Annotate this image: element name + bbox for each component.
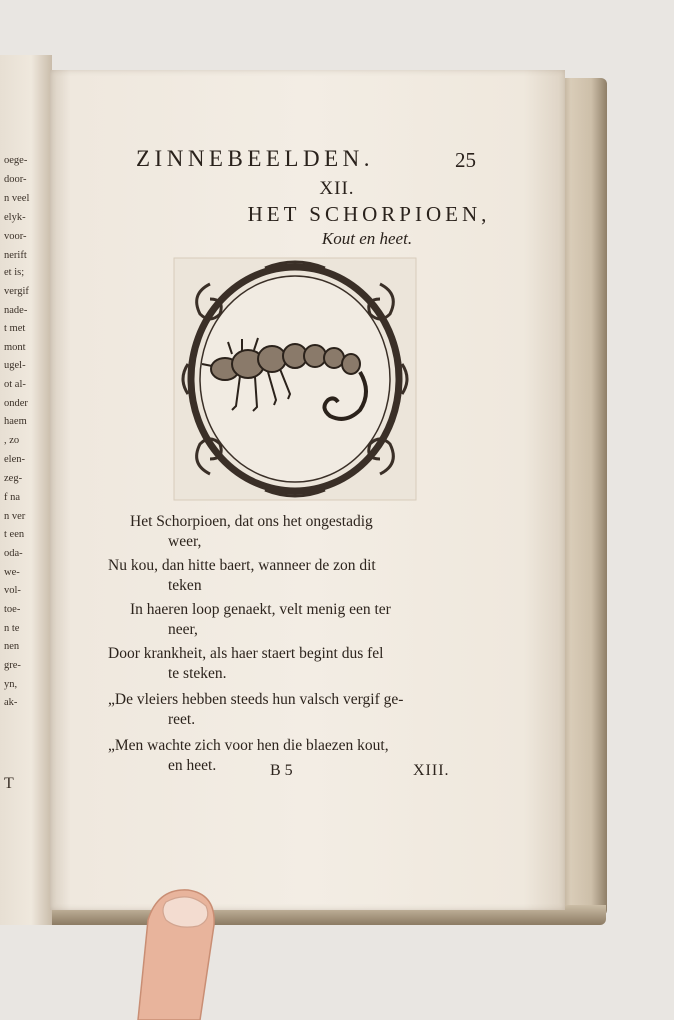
emblem-number: XII. <box>319 178 355 199</box>
left-page-text: toe- <box>4 604 21 615</box>
scorpion-engraving <box>170 254 420 504</box>
left-page-text: gre- <box>4 660 21 671</box>
signature-mark: B 5 <box>270 762 293 779</box>
left-page-text: elyk- <box>4 212 26 223</box>
left-page-text: oda- <box>4 548 23 559</box>
left-page-text: nerift <box>4 250 27 261</box>
poem-line: Het Schorpioen, dat ons het ongestadig <box>130 513 373 530</box>
poem-line: Door krankheit, als haer staert begint dus fel <box>108 645 384 662</box>
left-page-text: vergif <box>4 286 29 297</box>
left-page-text: f na <box>4 492 21 503</box>
poem-line: Nu kou, dan hitte baert, wanneer de zon dit <box>108 557 376 574</box>
left-page-text: mont <box>4 342 26 353</box>
page-header <box>136 146 476 176</box>
left-page-text: voor- <box>4 231 27 242</box>
poem-line: „Men wachte zich voor hen die blaezen kout, <box>108 737 389 754</box>
emblem-poem <box>108 512 478 776</box>
left-page-text: yn, <box>4 679 18 690</box>
left-page-text: zeg- <box>4 473 23 484</box>
poem-line: „De vleiers hebben steeds hun valsch vergif ge- <box>108 691 404 708</box>
left-page-text: t met <box>4 323 26 334</box>
left-page-text: oege- <box>4 155 28 166</box>
left-page-text: n te <box>4 623 20 634</box>
left-page-text: haem <box>4 416 27 427</box>
left-page-text: n ver <box>4 511 26 522</box>
left-page-text: elen- <box>4 454 25 465</box>
left-page-text: n veel <box>4 193 30 204</box>
poem-line-continuation: neer, <box>168 621 198 638</box>
left-page-catchword: T <box>4 775 14 792</box>
poem-line-continuation: teken <box>168 577 202 594</box>
left-page-text: ot al- <box>4 379 26 390</box>
left-page-text: nen <box>4 641 20 652</box>
poem-line-continuation: reet. <box>168 711 196 728</box>
left-page-text: t een <box>4 529 25 540</box>
left-page-text: ugel- <box>4 360 26 371</box>
poem-line-continuation: weer, <box>168 533 202 550</box>
poem-line-continuation: te steken. <box>168 665 227 682</box>
left-page-text: et is; <box>4 267 25 278</box>
catchword: XIII. <box>413 762 450 779</box>
left-page-text: vol- <box>4 585 21 596</box>
left-page-text: onder <box>4 398 28 409</box>
left-page-text: we- <box>4 567 20 578</box>
left-page-text: , zo <box>4 435 20 446</box>
page-number: 25 <box>455 148 476 172</box>
holding-finger <box>118 880 228 1020</box>
emblem-motto: Kout en heet. <box>321 229 413 248</box>
poem-line-continuation: en heet. <box>168 757 217 774</box>
left-page-text: ak- <box>4 697 18 708</box>
left-page-text: door- <box>4 174 27 185</box>
emblem-title: HET SCHORPIOEN, <box>247 202 491 226</box>
left-page-text: nade- <box>4 305 28 316</box>
poem-line: In haeren loop genaekt, velt menig een ter <box>130 601 391 618</box>
running-title: ZINNEBEELDEN. <box>136 146 374 171</box>
